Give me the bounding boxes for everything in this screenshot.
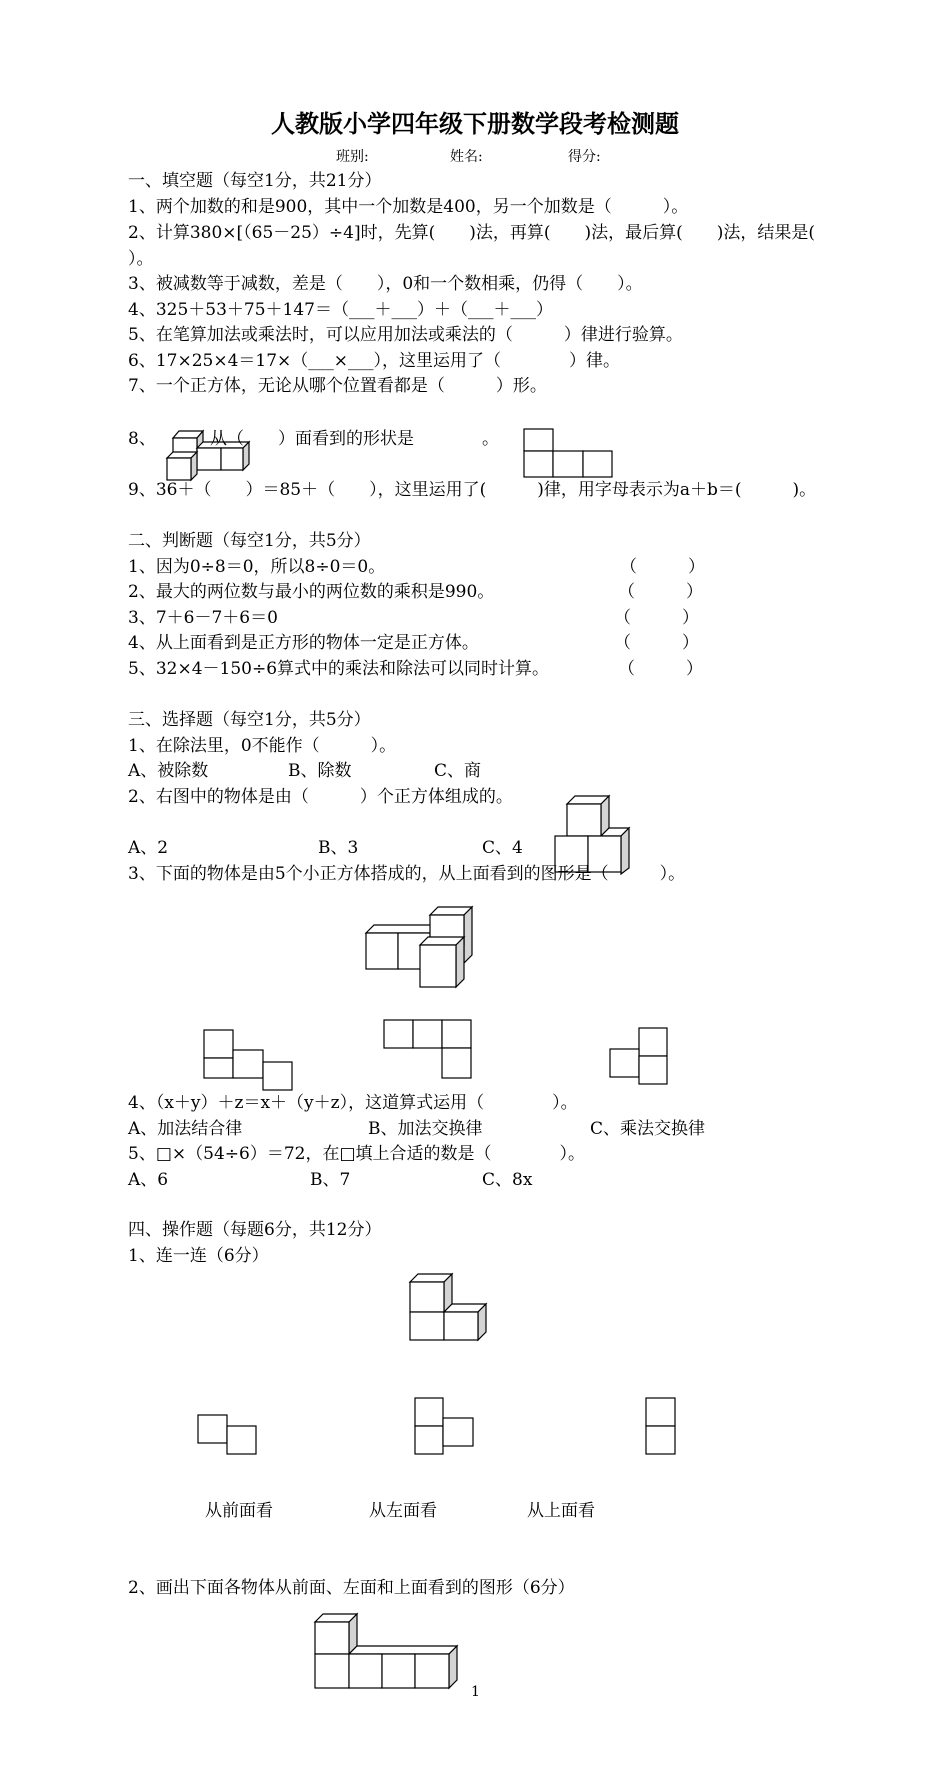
s3-q5-option-a: A、6 [128,1170,169,1190]
s2-item-3: 3、7＋6－7＋6＝0 [128,608,278,628]
name-label: 姓名: [450,149,483,165]
view-label-left: 从左面看 [369,1501,437,1521]
s4-q1-view-shape-1 [197,1414,259,1456]
s2-item-3-blank: （ ） [614,608,699,628]
s2-item-2: 2、最大的两位数与最小的两位数的乘积是990。 [128,582,495,602]
s4-q1-view-shape-3 [645,1397,677,1457]
s2-item-5: 5、32×4－150÷6算式中的乘法和除法可以同时计算。 [128,659,550,679]
section1-heading: 一、填空题（每空1分，共21分） [128,171,382,191]
class-label: 班别: [336,149,369,165]
s2-item-4: 4、从上面看到是正方形的物体一定是正方体。 [128,633,479,653]
s4-q1: 1、连一连（6分） [128,1246,269,1266]
s3-q4-option-c: C、乘法交换律 [590,1119,706,1139]
s1-q5: 5、在笔算加法或乘法时，可以应用加法或乘法的（ ）律进行验算。 [128,325,683,345]
s3-q5-option-c: C、8x [482,1170,533,1190]
s1-q8-number: 8、 [128,429,156,449]
section3-heading: 三、选择题（每空1分，共5分） [128,710,371,730]
s1-q2b: ）。 [128,249,154,269]
s1-q4: 4、325＋53＋75＋147＝（___＋___）＋（___＋___） [128,300,553,320]
score-label: 得分: [568,149,601,165]
section2-heading: 二、判断题（每空1分，共5分） [128,531,371,551]
s3-q1: 1、在除法里，0不能作（ ）。 [128,736,397,756]
s3-q4: 4、（x＋y）＋z＝x＋（y＋z），这道算式运用（ ）。 [128,1093,578,1113]
s1-q9: 9、36＋（ ）＝85＋（ ），这里运用了( )律，用字母表示为a＋b＝( )。 [128,480,817,500]
s4-q1-cube-figure [408,1272,490,1342]
s3-q3-option-c-shape [609,1027,669,1087]
s3-q2-option-a: A、2 [128,838,169,858]
s4-q2-cube-figure [313,1612,459,1692]
s1-q7: 7、一个正方体，无论从哪个位置看都是（ ）形。 [128,376,547,396]
s3-q3-option-a-shape [203,1029,293,1091]
page-title: 人教版小学四年级下册数学段考检测题 [271,109,679,138]
s2-item-4-blank: （ ） [614,633,699,653]
page-number: 1 [471,1684,480,1700]
s3-q3-option-b-shape [383,1019,473,1081]
s1-q1: 1、两个加数的和是900，其中一个加数是400，另一个加数是（ ）。 [128,197,689,217]
q8-view-shape [523,428,615,478]
s3-q4-option-b: B、加法交换律 [368,1119,483,1139]
s3-q2-option-c: C、4 [482,838,523,858]
s1-q8-text: 从（ ）面看到的形状是 。 [210,429,499,449]
s2-item-1-blank: （ ） [620,557,705,577]
s2-item-1: 1、因为0÷8＝0，所以8÷0＝0。 [128,557,386,577]
s1-q3: 3、被减数等于减数，差是（ ），0和一个数相乘，仍得（ ）。 [128,274,643,294]
view-label-top: 从上面看 [527,1501,595,1521]
s3-q1-option-b: B、除数 [288,761,352,781]
s3-q3-cube-figure [364,905,476,991]
view-label-front: 从前面看 [205,1501,273,1521]
s3-q3: 3、下面的物体是由5个小正方体搭成的，从上面看到的图形是（ ）。 [128,864,686,884]
s1-q2a: 2、计算380×[（65－25）÷4]时，先算( )法，再算( )法，最后算( )法，结果是( [128,223,816,243]
s4-q2: 2、画出下面各物体从前面、左面和上面看到的图形（6分） [128,1578,575,1598]
s3-q2-option-b: B、3 [318,838,359,858]
s3-q4-option-a: A、加法结合律 [128,1119,243,1139]
s3-q5: 5、□×（54÷6）＝72，在□填上合适的数是（ ）。 [128,1144,586,1164]
s2-item-5-blank: （ ） [618,659,703,679]
s1-q6: 6、17×25×4＝17×（___×___），这里运用了（ ）律。 [128,351,621,371]
s2-item-2-blank: （ ） [618,582,703,602]
s4-q1-view-shape-2 [414,1397,476,1457]
s3-q5-option-b: B、7 [310,1170,351,1190]
s3-q1-option-a: A、被除数 [128,761,209,781]
s3-q1-option-c: C、商 [434,761,482,781]
section4-heading: 四、操作题（每题6分，共12分） [128,1220,382,1240]
s3-q2: 2、右图中的物体是由（ ）个正方体组成的。 [128,787,513,807]
